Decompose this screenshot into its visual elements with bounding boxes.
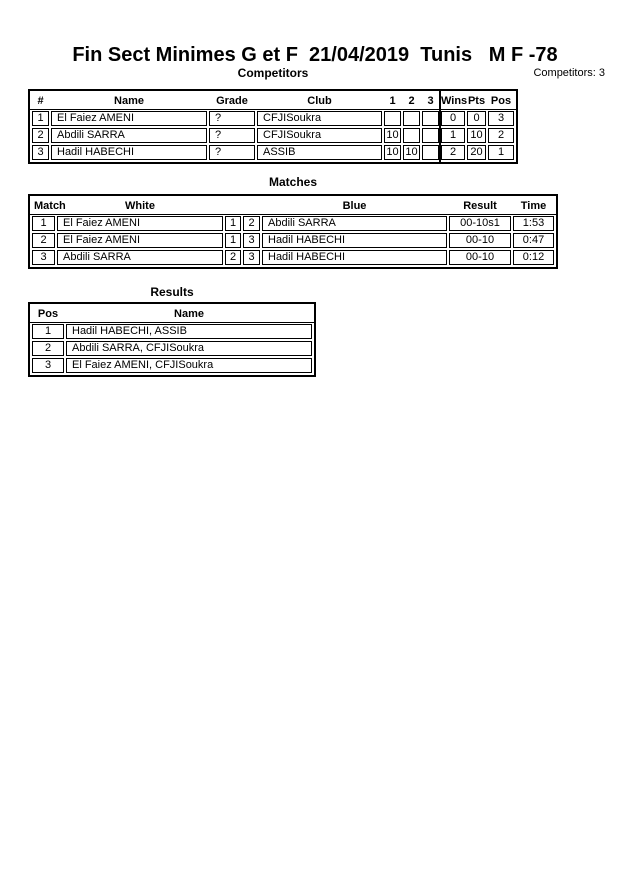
match-number: 3 xyxy=(32,250,55,265)
competitors-header-round2: 2 xyxy=(408,95,415,107)
competitor-grade: ? xyxy=(209,145,255,160)
match-white-name: Abdili SARRA xyxy=(57,250,223,265)
result-name: Hadil HABECHI, ASSIB xyxy=(66,324,312,339)
page-title: Fin Sect Minimes G et F 21/04/2019 Tunis M F -78 xyxy=(72,44,558,66)
competitor-round2-score xyxy=(403,128,420,143)
competitor-name: El Faiez AMENI xyxy=(51,111,207,126)
match-blue-name: Hadil HABECHI xyxy=(262,233,447,248)
match-blue-name: Abdili SARRA xyxy=(262,216,447,231)
match-white-competitor-number: 1 xyxy=(225,216,241,231)
matches-header-result: Result xyxy=(463,200,497,212)
competitors-table xyxy=(28,89,518,164)
match-result: 00-10 xyxy=(449,233,511,248)
match-time: 0:12 xyxy=(513,250,554,265)
competitors-header-num: # xyxy=(37,95,44,107)
result-pos: 3 xyxy=(32,358,64,373)
match-white-name: El Faiez AMENI xyxy=(57,216,223,231)
match-number: 1 xyxy=(32,216,55,231)
competitor-number: 3 xyxy=(32,145,49,160)
table-row xyxy=(32,128,514,143)
matches-header-spacer xyxy=(225,198,241,214)
matches-header-white: White xyxy=(125,200,155,212)
table-row xyxy=(32,145,514,160)
competitors-header-row xyxy=(32,93,514,109)
result-pos: 1 xyxy=(32,324,64,339)
results-section-label: Results xyxy=(150,285,194,299)
matches-section-label: Matches xyxy=(268,175,318,189)
competitor-pos: 1 xyxy=(488,145,514,160)
table-row xyxy=(32,358,312,373)
matches-header-row xyxy=(32,198,554,214)
match-result: 00-10 xyxy=(449,250,511,265)
table-row xyxy=(32,341,312,356)
competitor-wins: 1 xyxy=(441,128,465,143)
results-header-pos: Pos xyxy=(37,308,59,320)
competitor-number: 2 xyxy=(32,128,49,143)
result-name: El Faiez AMENI, CFJISoukra xyxy=(66,358,312,373)
matches-header-blue: Blue xyxy=(342,200,367,212)
competitors-count: Competitors: 3 xyxy=(533,67,605,79)
matches-header-time: Time xyxy=(520,200,547,212)
competitor-club: CFJISoukra xyxy=(257,128,382,143)
match-white-competitor-number: 1 xyxy=(225,233,241,248)
competitor-round3-score xyxy=(422,128,439,143)
competitor-pts: 20 xyxy=(467,145,486,160)
match-blue-competitor-number: 3 xyxy=(243,250,260,265)
results-header-name: Name xyxy=(174,308,204,320)
competitor-round2-score xyxy=(403,111,420,126)
results-table xyxy=(28,302,316,377)
competitor-round1-score xyxy=(384,111,401,126)
results-header-underline xyxy=(30,322,314,323)
result-pos: 2 xyxy=(32,341,64,356)
competitors-header-underline xyxy=(30,109,516,110)
competitor-club: ASSIB xyxy=(257,145,382,160)
competitor-pos: 2 xyxy=(488,128,514,143)
match-number: 2 xyxy=(32,233,55,248)
table-row xyxy=(32,216,554,231)
competitor-name: Abdili SARRA xyxy=(51,128,207,143)
competitors-section-label: Competitors xyxy=(237,66,309,80)
competitor-round1-score: 10 xyxy=(384,145,401,160)
match-result: 00-10s1 xyxy=(449,216,511,231)
competitor-round3-score xyxy=(422,111,439,126)
competitor-round2-score: 10 xyxy=(403,145,420,160)
competitor-number: 1 xyxy=(32,111,49,126)
table-row xyxy=(32,324,312,339)
match-white-name: El Faiez AMENI xyxy=(57,233,223,248)
competitors-header-wins: Wins xyxy=(441,95,468,107)
match-time: 0:47 xyxy=(513,233,554,248)
competitor-wins: 2 xyxy=(441,145,465,160)
table-row xyxy=(32,111,514,126)
competitors-header-pts: Pts xyxy=(467,95,486,107)
competitors-header-round3: 3 xyxy=(427,95,434,107)
competitors-header-club: Club xyxy=(307,95,332,107)
competitor-grade: ? xyxy=(209,128,255,143)
competitor-round1-score: 10 xyxy=(384,128,401,143)
competitor-name: Hadil HABECHI xyxy=(51,145,207,160)
table-row xyxy=(32,233,554,248)
competitor-wins: 0 xyxy=(441,111,465,126)
competitor-pos: 3 xyxy=(488,111,514,126)
match-time: 1:53 xyxy=(513,216,554,231)
competitors-header-grade: Grade xyxy=(216,95,248,107)
match-blue-competitor-number: 2 xyxy=(243,216,260,231)
competitors-header-pos: Pos xyxy=(490,95,512,107)
result-name: Abdili SARRA, CFJISoukra xyxy=(66,341,312,356)
competitor-club: CFJISoukra xyxy=(257,111,382,126)
matches-table xyxy=(28,194,558,269)
match-blue-competitor-number: 3 xyxy=(243,233,260,248)
table-row xyxy=(32,250,554,265)
matches-header-underline xyxy=(30,214,556,215)
matches-header-spacer xyxy=(243,198,260,214)
competitors-header-name: Name xyxy=(114,95,144,107)
competitors-wins-separator xyxy=(439,89,441,164)
competitor-pts: 0 xyxy=(467,111,486,126)
matches-header-match: Match xyxy=(34,200,66,212)
competitor-pts: 10 xyxy=(467,128,486,143)
competitor-grade: ? xyxy=(209,111,255,126)
results-header-row xyxy=(32,306,312,322)
match-white-competitor-number: 2 xyxy=(225,250,241,265)
match-blue-name: Hadil HABECHI xyxy=(262,250,447,265)
competitors-header-round1: 1 xyxy=(389,95,396,107)
competitor-round3-score xyxy=(422,145,439,160)
